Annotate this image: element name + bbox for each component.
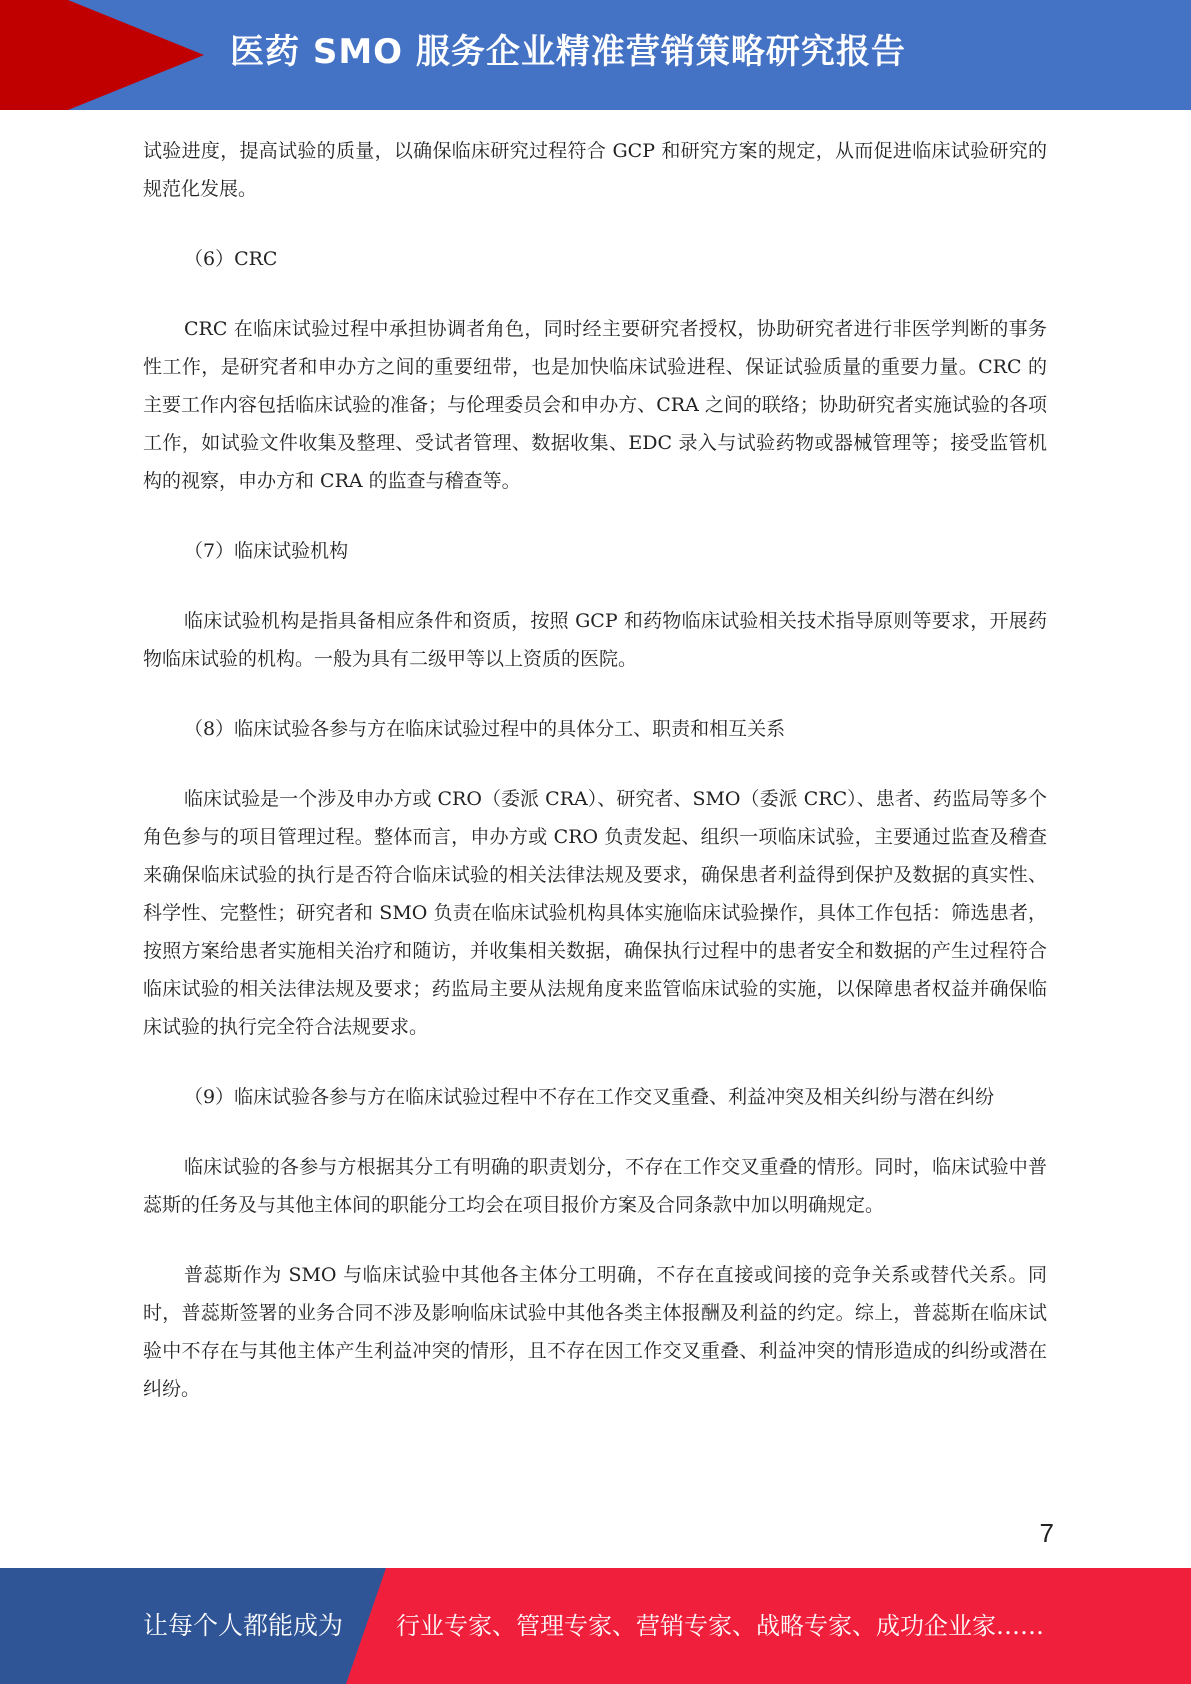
paragraph-crc: CRC 在临床试验过程中承担协调者角色，同时经主要研究者授权，协助研究者进行非医学判断的事务性工作，是研究者和申办方之间的重要纽带，也是加快临床试验进程、保证试验质量的重要力量。CRC 的主要工作内容包括临床试验的准备；与伦理委员会和申办方、CRA 之间的联络；协助研究者实施试验的各项工作，如试验文件收集及整理、受试者管理、数据收集、EDC 录入与试验药物或器械管理等；接受监管机构的视察，申办方和 CRA 的监查与稽查等。 bbox=[143, 318, 1047, 492]
paragraph-no-overlap: 临床试验的各参与方根据其分工有明确的职责划分，不存在工作交叉重叠的情形。同时，临床试验中普蕊斯的任务及与其他主体间的职能分工均会在项目报价方案及合同条款中加以明确规定。 bbox=[143, 1156, 1047, 1216]
report-title: 医药 SMO 服务企业精准营销策略研究报告 bbox=[230, 32, 906, 72]
header-red-chevron bbox=[68, 0, 204, 110]
section-heading-7: （7）临床试验机构 bbox=[184, 540, 349, 562]
section-heading-8: （8）临床试验各参与方在临床试验过程中的具体分工、职责和相互关系 bbox=[184, 718, 786, 740]
paragraph-intro-continued: 试验进度，提高试验的质量，以确保临床研究过程符合 GCP 和研究方案的规定，从而促进临床试验研究的规范化发展。 bbox=[143, 140, 1047, 200]
footer-slogan-right: 行业专家、管理专家、营销专家、战略专家、成功企业家…… bbox=[396, 1612, 1044, 1640]
section-heading-9: （9）临床试验各参与方在临床试验过程中不存在工作交叉重叠、利益冲突及相关纠纷与潜在纠纷 bbox=[184, 1086, 995, 1108]
page-number: 7 bbox=[1039, 1518, 1054, 1548]
paragraph-no-conflict: 普蕊斯作为 SMO 与临床试验中其他各主体分工明确，不存在直接或间接的竞争关系或替代关系。同时，普蕊斯签署的业务合同不涉及影响临床试验中其他各类主体报酬及利益的约定。综上，普蕊斯在临床试验中不存在与其他主体产生利益冲突的情形，且不存在因工作交叉重叠、利益冲突的情形造成的纠纷或潜在纠纷。 bbox=[143, 1264, 1047, 1400]
section-heading-6: （6）CRC bbox=[184, 248, 278, 270]
footer-blue-slant bbox=[346, 1568, 386, 1684]
document-body bbox=[143, 132, 1047, 1408]
page-header bbox=[0, 0, 1191, 110]
paragraph-clinical-institution: 临床试验机构是指具备相应条件和资质，按照 GCP 和药物临床试验相关技术指导原则等要求，开展药物临床试验的机构。一般为具有二级甲等以上资质的医院。 bbox=[143, 610, 1047, 670]
footer-slogan-left: 让每个人都能成为 bbox=[143, 1611, 344, 1640]
header-red-block bbox=[0, 0, 68, 110]
paragraph-roles-relations: 临床试验是一个涉及申办方或 CRO（委派 CRA）、研究者、SMO（委派 CRC）、患者、药监局等多个角色参与的项目管理过程。整体而言，申办方或 CRO 负责发起、组织一项临床试验，主要通过监查及稽查来确保临床试验的执行是否符合临床试验的相关法律法规及要求，确保患者利益得到保护及数据的真实性、科学性、完整性；研究者和 SMO 负责在临床试验机构具体实施临床试验操作，具体工作包括：筛选患者，按照方案给患者实施相关治疗和随访，并收集相关数据，确保执行过程中的患者安全和数据的产生过程符合临床试验的相关法律法规及要求；药监局主要从法规角度来监管临床试验的实施，以保障患者权益并确保临床试验的执行完全符合法规要求。 bbox=[143, 788, 1047, 1038]
page-footer bbox=[0, 1568, 1191, 1684]
